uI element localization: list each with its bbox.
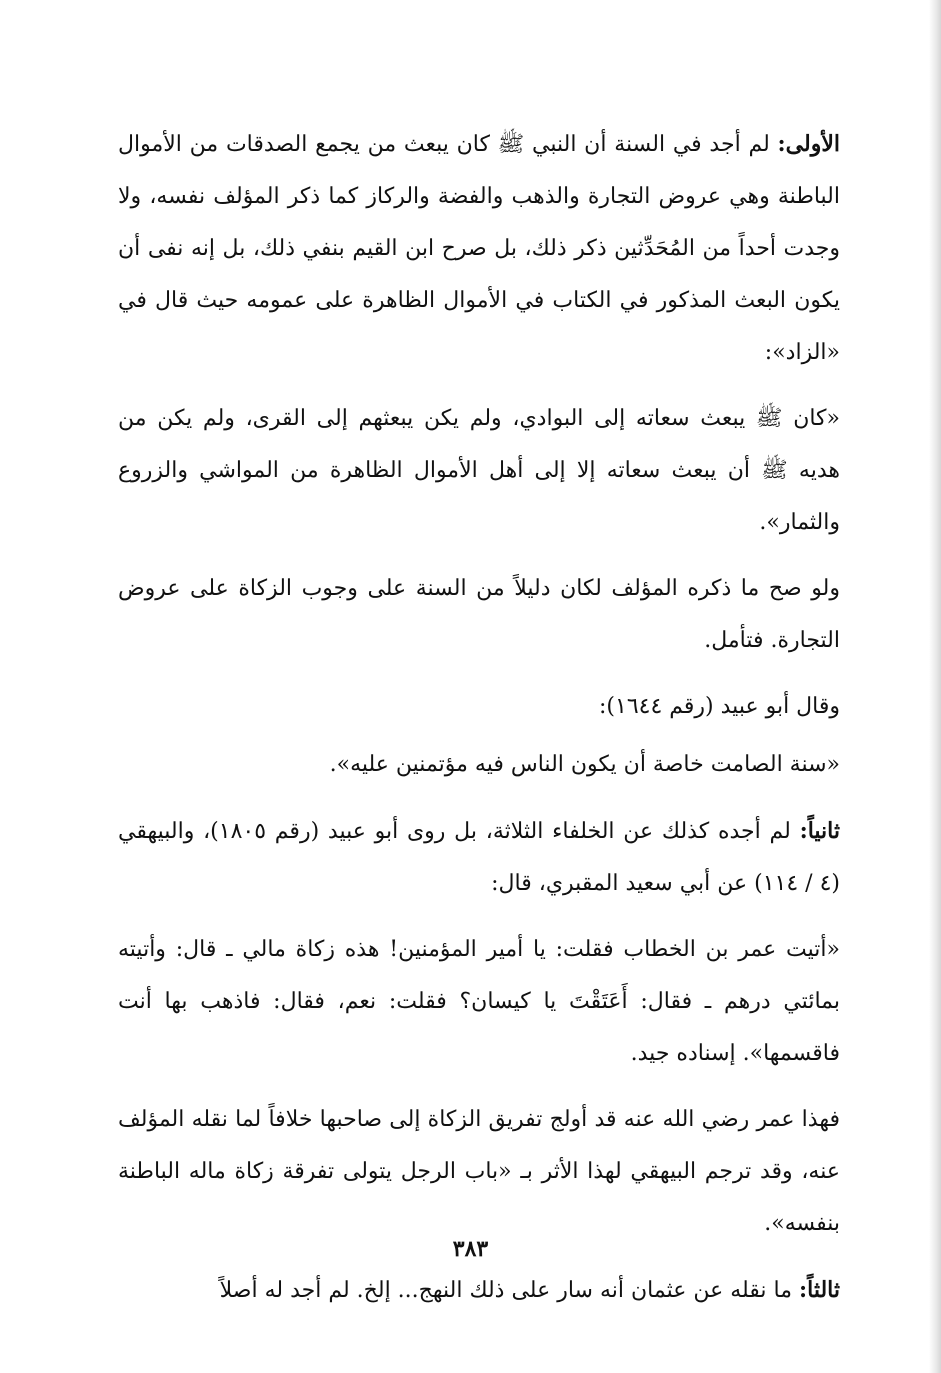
paragraph-text: «كان ﷺ يبعث سعاته إلى البوادي، ولم يكن يبعثهم إلى القرى، ولم يكن من هديه ﷺ أن يبعث سعاته إلا إلى أهل الأموال الظاهرة من المواشي والزروع والثمار».: [118, 406, 840, 535]
paragraph-text: «سنة الصامت خاصة أن يكون الناس فيه مؤتمنين عليه».: [329, 752, 840, 777]
paragraph-first-point: [118, 118, 840, 379]
paragraph-third-point: [118, 1264, 840, 1317]
paragraph-text: «أتيت عمر بن الخطاب فقلت: يا أمير المؤمنين! هذه زكاة مالي ـ قال: وأتيته بمائتي درهم ـ فقال: أَعَتَقْتَ يا كيسان؟ فقلت: نعم، فقال: فاذهب بها أنت فاقسمها». إسناده جيد.: [118, 937, 840, 1066]
paragraph-umar-quote: [118, 924, 840, 1080]
paragraph-second-point: [118, 805, 840, 910]
body-text: [118, 118, 840, 1331]
paragraph-samit-quote: [118, 739, 840, 791]
paragraph-zad-quote: [118, 393, 840, 549]
paragraph-conclusion: [118, 563, 840, 667]
paragraph-lead: ثالثاً:: [799, 1277, 840, 1303]
paragraph-text: لم أجده كذلك عن الخلفاء الثلاثة، بل روى أبو عبيد (رقم ١٨٠٥)، والبيهقي (٤ / ١١٤) عن أبي سعيد المقبري، قال:: [118, 819, 840, 896]
paragraph-text: ما نقله عن عثمان أنه سار على ذلك النهج... إلخ. لم أجد له أصلاً: [219, 1278, 799, 1303]
paragraph-lead: ثانياً:: [799, 818, 841, 844]
paragraph-text: فهذا عمر رضي الله عنه قد أولج تفريق الزكاة إلى صاحبها خلافاً لما نقله المؤلف عنه، وقد ترجم البيهقي لهذا الأثر بـ «باب الرجل يتولى تفرقة زكاة ماله الباطنة بنفسه».: [118, 1107, 840, 1236]
paragraph-text: وقال أبو عبيد (رقم ١٦٤٤):: [599, 694, 840, 719]
paragraph-text: لم أجد في السنة أن النبي ﷺ كان يبعث من يجمع الصدقات من الأموال الباطنة وهي عروض التجارة والذهب والفضة والركاز كما ذكر المؤلف نفسه، ولا وجدت أحداً من المُحَدِّثين ذكر ذلك، بل صرح ابن القيم بنفي ذلك، بل إنه نفى أن يكون البعث المذكور في الكتاب في الأموال الظاهرة على عمومه حيث قال في «الزاد»:: [118, 132, 840, 365]
page-number: ٣٨٣: [452, 1236, 489, 1262]
scan-edge: [929, 0, 941, 1373]
paragraph-abu-ubaid: [118, 681, 840, 733]
paragraph-text: ولو صح ما ذكره المؤلف لكان دليلاً من السنة على وجوب الزكاة على عروض التجارة. فتأمل.: [118, 576, 840, 653]
paragraph-lead: الأولى:: [777, 131, 840, 157]
paragraph-umar-analysis: [118, 1094, 840, 1250]
